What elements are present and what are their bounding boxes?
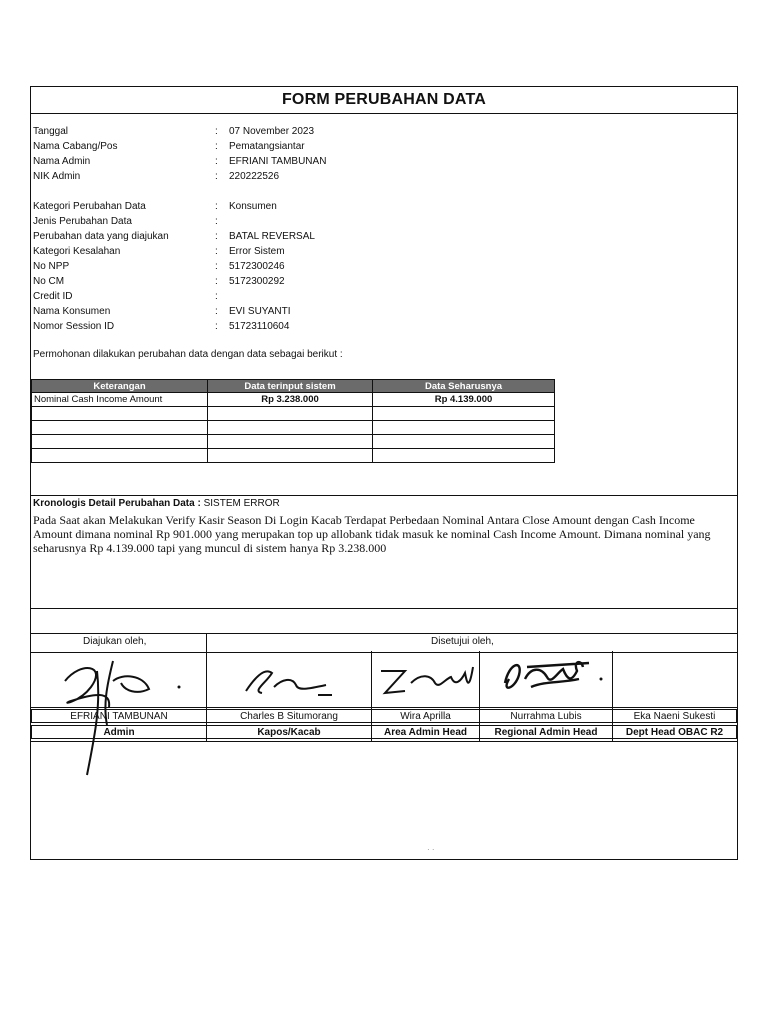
table-row	[32, 421, 555, 435]
signer-role: Regional Admin Head	[479, 725, 613, 739]
field-label: Nama Konsumen	[33, 306, 111, 317]
field-label: Kategori Kesalahan	[33, 246, 121, 257]
signer-role: Admin	[31, 725, 207, 739]
field-value: 5172300292	[229, 276, 285, 287]
field-label: Nama Cabang/Pos	[33, 141, 118, 152]
change-request-form: FORM PERUBAHAN DATA Tanggal : 07 November 2023 Nama Cabang/Pos : Pematangsiantar Nama Admin : EFRIANI TAMBUNAN NIK Admin : 220222526 Kategori Perubahan Data : Konsumen Jenis Perubahan Data : Perubahan data yang diajukan : BATAL REVERSAL Kategori Kesalahan : Error Sistem No NPP : 5172300246 No CM : 5172300292 Credit ID : Nama Konsumen : EVI SUYANTI Nomor Session ID : 51723110604 Permohonan dilakukan perubahan data dengan data sebagai berikut : Keterangan Data terinput sistem Data Seharusnya Nominal Cash Income Amount Rp 3.238.000 Rp 4.139.000 Kronologis Detail Perubahan Data : SISTEM ERROR Pada Saat akan Melakukan Verify Kasir Season Di Login Kacab Terdapat Perbedaan Nominal Antara Close Amount dengan Cash Income Amount dimana nominal Rp 901.000 yang merupakan top up allobank tidak masuk ke nominal Cash Income Amount. Dimana nominal yang seharusnya Rp 4.139.000 tapi yang muncul di sistem hanya Rp 3.238.000 Diajukan oleh, Disetujui oleh, EFRIANI TAMBUNAN Charles B Situmorang Wira Aprilla Nurrahma Lubis Eka Naeni Sukesti Admin Kapos/Kacab Area Admin Head Regional Admin Head Dept Head OBAC R2 · ·	[30, 86, 738, 860]
column-header: Data terinput sistem	[208, 380, 373, 393]
signer-name: Wira Aprilla	[371, 709, 480, 723]
signer-name: Eka Naeni Sukesti	[612, 709, 737, 723]
intro-text: Permohonan dilakukan perubahan data dengan data sebagai berikut :	[33, 349, 343, 360]
field-value: EFRIANI TAMBUNAN	[229, 156, 327, 167]
field-value: 5172300246	[229, 261, 285, 272]
field-label: No CM	[33, 276, 65, 287]
field-label: Credit ID	[33, 291, 73, 302]
table-header-row	[32, 380, 555, 393]
data-change-table	[31, 379, 555, 463]
table-cell	[373, 449, 555, 463]
signer-role: Kapos/Kacab	[206, 725, 372, 739]
chronology-label: Kronologis Detail Perubahan Data :	[33, 498, 204, 509]
column-header: Data Seharusnya	[373, 380, 555, 393]
submitted-by-label: Diajukan oleh,	[83, 636, 147, 647]
field-value: Error Sistem	[229, 246, 285, 257]
table-cell	[32, 421, 208, 435]
field-value: 51723110604	[229, 321, 290, 332]
field-label: Jenis Perubahan Data	[33, 216, 132, 227]
chronology-category: SISTEM ERROR	[203, 498, 280, 509]
field-value: 07 November 2023	[229, 126, 315, 137]
chronology-text: Pada Saat akan Melakukan Verify Kasir Season Di Login Kacab Terdapat Perbedaan Nominal Antara Close Amount dengan Cash Income Amount dimana nominal Rp 901.000 yang merupakan top up allobank tidak masuk ke nominal Cash Income Amount. Dimana nominal yang seharusnya Rp 4.139.000 tapi yang muncul di sistem hanya Rp 3.238.000	[33, 513, 711, 555]
table-row	[32, 407, 555, 421]
signer-role: Dept Head OBAC R2	[612, 725, 737, 739]
field-value: Konsumen	[229, 201, 277, 212]
table-cell: Rp 3.238.000	[208, 393, 373, 407]
column-header: Keterangan	[32, 380, 208, 393]
table-row	[32, 449, 555, 463]
field-label: NIK Admin	[33, 171, 81, 182]
table-cell: Rp 4.139.000	[373, 393, 555, 407]
field-value: Pematangsiantar	[229, 141, 305, 152]
signature-nurrahma	[491, 653, 611, 705]
field-label: No NPP	[33, 261, 70, 272]
chronology-section	[31, 495, 737, 609]
field-label: Nomor Session ID	[33, 321, 115, 332]
field-label: Nama Admin	[33, 156, 91, 167]
field-value: 220222526	[229, 171, 280, 182]
field-label: Tanggal	[33, 126, 69, 137]
table-cell: Nominal Cash Income Amount	[32, 393, 208, 407]
field-label: Kategori Perubahan Data	[33, 201, 146, 212]
signer-name: Nurrahma Lubis	[479, 709, 613, 723]
table-cell	[32, 407, 208, 421]
signer-name: EFRIANI TAMBUNAN	[31, 709, 207, 723]
field-value: BATAL REVERSAL	[229, 231, 315, 242]
approval-header	[31, 633, 737, 653]
field-value: EVI SUYANTI	[229, 306, 291, 317]
signer-role: Area Admin Head	[371, 725, 480, 739]
table-cell	[373, 407, 555, 421]
chronology-heading	[33, 498, 280, 509]
table-cell	[208, 435, 373, 449]
signer-name: Charles B Situmorang	[206, 709, 372, 723]
table-cell	[208, 421, 373, 435]
field-label: Perubahan data yang diajukan	[33, 231, 169, 242]
table-cell	[373, 435, 555, 449]
table-cell	[32, 435, 208, 449]
table-row	[32, 393, 555, 407]
form-title: FORM PERUBAHAN DATA	[31, 87, 737, 114]
table-cell	[208, 407, 373, 421]
signature-charles	[236, 657, 346, 705]
signature-wira	[375, 657, 479, 705]
table-cell	[373, 421, 555, 435]
table-cell	[32, 449, 208, 463]
table-row	[32, 435, 555, 449]
approved-by-label: Disetujui oleh,	[431, 636, 494, 647]
table-cell	[208, 449, 373, 463]
